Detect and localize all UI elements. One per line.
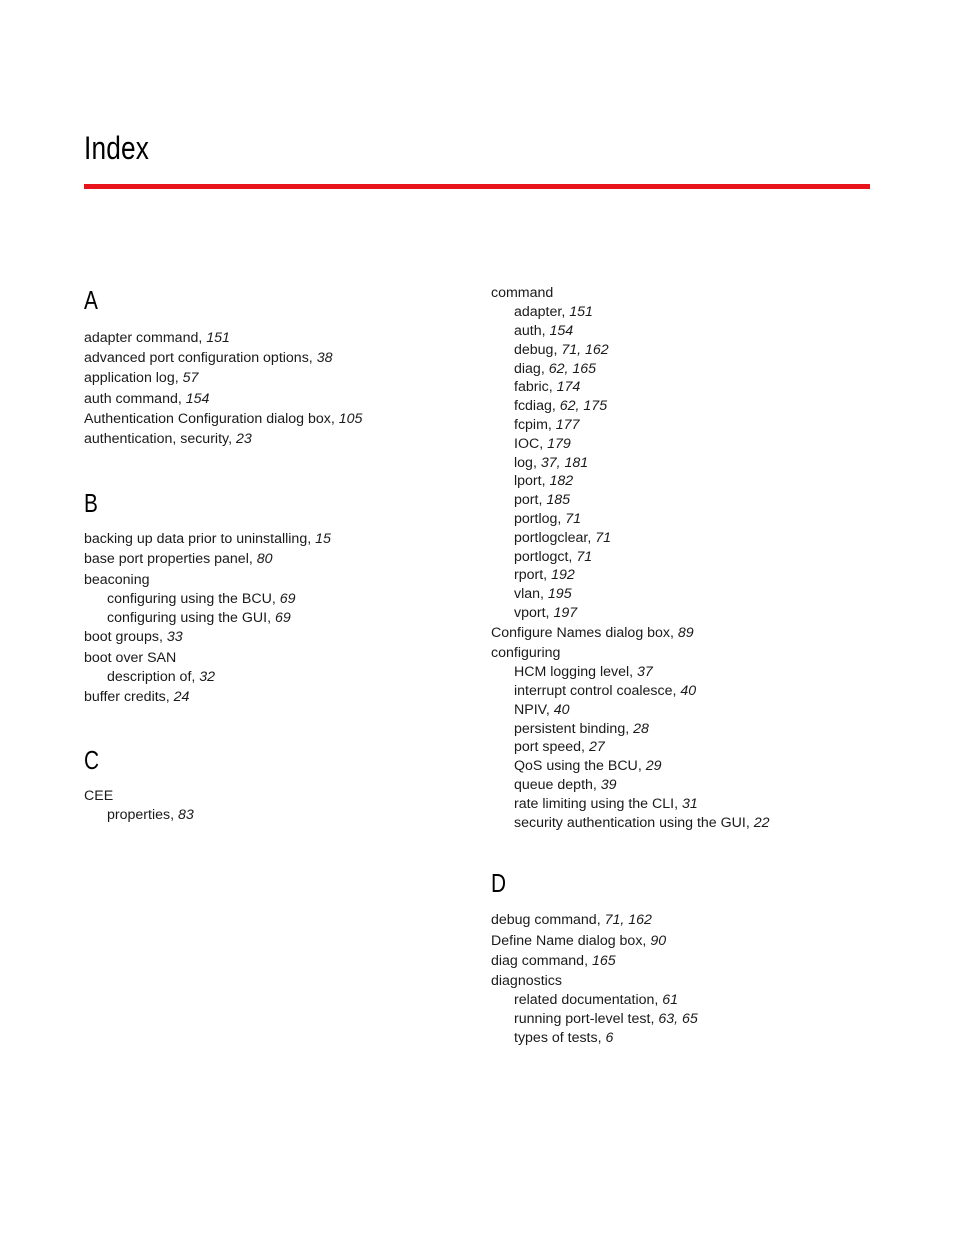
index-subentry: related documentation, 61 bbox=[514, 992, 679, 1009]
page-ref[interactable]: 185 bbox=[546, 492, 571, 509]
index-subentry: vlan, 195 bbox=[514, 586, 572, 603]
index-term: command bbox=[491, 285, 554, 301]
page-ref[interactable]: 22 bbox=[753, 814, 770, 831]
page-ref[interactable]: 32 bbox=[199, 668, 216, 685]
index-term: persistent binding bbox=[514, 720, 626, 737]
index-entry: authentication, security, 23 bbox=[84, 431, 252, 448]
index-subentry: running port-level test, 63, 65 bbox=[514, 1010, 698, 1027]
index-subentry: port, 185 bbox=[514, 492, 571, 509]
index-entry: application log, 57 bbox=[84, 370, 199, 387]
index-term: backing up data prior to uninstalling bbox=[84, 531, 308, 548]
index-subentry: properties, 83 bbox=[107, 807, 194, 824]
index-term: portlogclear bbox=[514, 529, 588, 546]
index-subentry: fcdiag, 62, 175 bbox=[514, 398, 608, 415]
index-entry: Configure Names dialog box, 89 bbox=[491, 624, 694, 641]
index-term: port speed bbox=[514, 739, 582, 756]
page-ref[interactable]: 39 bbox=[600, 776, 617, 793]
index-entry bbox=[84, 786, 484, 806]
index-subentry: QoS using the BCU, 29 bbox=[514, 758, 662, 775]
index-subentry: IOC, 179 bbox=[514, 435, 571, 452]
index-term: rport bbox=[514, 567, 544, 584]
index-entry bbox=[491, 643, 891, 663]
index-subentry: rport, 192 bbox=[514, 567, 575, 584]
page-ref[interactable]: 33 bbox=[166, 629, 183, 646]
index-term: related documentation bbox=[514, 992, 655, 1009]
page-ref[interactable]: 57 bbox=[182, 370, 199, 387]
index-term: base port properties panel bbox=[84, 551, 249, 568]
page-ref[interactable]: 154 bbox=[549, 323, 574, 339]
page-ref[interactable]: 165 bbox=[591, 952, 616, 969]
page-ref[interactable]: 15 bbox=[315, 531, 331, 548]
index-term: boot over SAN bbox=[84, 649, 177, 666]
page-ref[interactable]: 71 bbox=[576, 548, 593, 565]
index-entry: Define Name dialog box, 90 bbox=[491, 932, 667, 949]
index-term: advanced port configuration options bbox=[84, 350, 309, 367]
index-subentry: port speed, 27 bbox=[514, 739, 605, 756]
index-term: security authentication using the GUI bbox=[514, 814, 746, 831]
index-term: HCM logging level bbox=[514, 664, 630, 681]
index-term: debug command bbox=[491, 912, 597, 929]
index-entry: advanced port configuration options, 38 bbox=[84, 350, 333, 367]
page-ref[interactable]: 197 bbox=[553, 604, 578, 621]
index-term: adapter command bbox=[84, 330, 199, 346]
index-subentry: vport, 197 bbox=[514, 604, 578, 621]
page-ref[interactable]: 182 bbox=[549, 473, 574, 490]
index-term: auth command bbox=[84, 390, 178, 407]
index-entry: auth command, 154 bbox=[84, 390, 210, 407]
index-term: vport bbox=[514, 604, 546, 621]
index-subentry: HCM logging level, 37 bbox=[514, 664, 653, 681]
page-ref[interactable]: 80 bbox=[256, 551, 273, 568]
page-ref[interactable]: 29 bbox=[645, 758, 662, 775]
index-subentry: persistent binding, 28 bbox=[514, 720, 649, 737]
index-entry bbox=[491, 283, 891, 303]
index-term: adapter bbox=[514, 304, 562, 321]
page-ref[interactable]: 38 bbox=[316, 350, 333, 367]
index-subentry: portlogclear, 71 bbox=[514, 529, 612, 546]
page-ref[interactable]: 179 bbox=[547, 435, 571, 452]
index-subentry: queue depth, 39 bbox=[514, 776, 617, 793]
index-entry: Authentication Configuration dialog box, 105 bbox=[84, 410, 363, 427]
page-ref[interactable]: 71, 162 bbox=[561, 341, 609, 358]
index-term: queue depth bbox=[514, 776, 593, 793]
index-term: portlogct bbox=[514, 548, 569, 565]
index-term: Authentication Configuration dialog box bbox=[84, 410, 331, 427]
page-ref[interactable]: 27 bbox=[588, 739, 605, 756]
index-subentry: rate limiting using the CLI, 31 bbox=[514, 795, 698, 812]
page-ref[interactable]: 71 bbox=[565, 510, 582, 527]
page-ref[interactable]: 28 bbox=[633, 720, 649, 737]
index-entry: debug command, 71, 162 bbox=[491, 912, 652, 929]
index-subentry: NPIV, 40 bbox=[514, 701, 570, 718]
index-term: NPIV bbox=[514, 701, 546, 718]
index-subentry: lport, 182 bbox=[514, 473, 574, 490]
index-subentry: security authentication using the GUI, 22 bbox=[514, 814, 770, 831]
index-term: rate limiting using the CLI bbox=[514, 795, 675, 812]
page-ref[interactable]: 89 bbox=[677, 624, 694, 641]
index-entry: buffer credits, 24 bbox=[84, 688, 190, 705]
index-subentry: types of tests, 6 bbox=[514, 1029, 614, 1046]
index-subentry: portlogct, 71 bbox=[514, 548, 593, 565]
page-ref[interactable]: 69 bbox=[279, 590, 296, 607]
index-term: vlan bbox=[514, 586, 541, 603]
page-ref[interactable]: 61 bbox=[662, 992, 679, 1009]
page-ref[interactable]: 62, 165 bbox=[548, 360, 597, 377]
page-ref[interactable]: 177 bbox=[555, 416, 580, 433]
index-term: fabric bbox=[514, 379, 549, 396]
page-ref[interactable]: 69 bbox=[275, 609, 291, 626]
page-ref[interactable]: 40 bbox=[680, 682, 697, 699]
section-letter-d: D bbox=[491, 868, 507, 899]
section-letter-c: C bbox=[84, 744, 100, 775]
index-subentry: debug, 71, 162 bbox=[514, 341, 609, 358]
index-entry bbox=[84, 648, 484, 668]
index-term: lport bbox=[514, 473, 542, 490]
section-letter-a: A bbox=[84, 285, 98, 315]
index-term: IOC bbox=[514, 435, 540, 452]
index-term: description of bbox=[107, 668, 192, 685]
index-subentry: adapter, 151 bbox=[514, 304, 593, 321]
page-ref[interactable]: 174 bbox=[556, 379, 581, 396]
index-entry: boot groups, 33 bbox=[84, 629, 183, 646]
index-term: diagnostics bbox=[491, 972, 562, 989]
index-term: auth bbox=[514, 323, 542, 339]
index-entry: diag command, 165 bbox=[491, 952, 616, 969]
index-term: QoS using the BCU bbox=[514, 758, 638, 775]
index-term: log bbox=[514, 454, 533, 471]
page-ref[interactable]: 63, 65 bbox=[658, 1010, 698, 1027]
index-term: diag bbox=[514, 360, 541, 377]
index-subentry: description of, 32 bbox=[107, 668, 216, 685]
index-term: authentication, security bbox=[84, 431, 229, 448]
page-ref[interactable]: 71 bbox=[595, 529, 612, 546]
section-letter-b: B bbox=[84, 488, 98, 519]
index-term: Define Name dialog box bbox=[491, 932, 643, 949]
index-term: fcdiag bbox=[514, 398, 552, 415]
page-ref[interactable]: 24 bbox=[173, 688, 190, 705]
index-term: configuring using the GUI bbox=[107, 609, 268, 626]
page-ref[interactable]: 151 bbox=[569, 304, 593, 321]
page-ref[interactable]: 37 bbox=[637, 664, 653, 681]
index-term: types of tests bbox=[514, 1029, 598, 1046]
index-subentry: log, 37, 181 bbox=[514, 454, 589, 471]
index-subentry: fcpim, 177 bbox=[514, 416, 580, 433]
index-term: running port-level test bbox=[514, 1010, 651, 1027]
index-term: properties bbox=[107, 807, 171, 824]
index-term: application log bbox=[84, 370, 175, 387]
index-column-left bbox=[84, 283, 484, 825]
page-ref[interactable]: 40 bbox=[553, 701, 570, 718]
index-term: port bbox=[514, 492, 539, 509]
page-ref[interactable]: 6 bbox=[605, 1029, 614, 1046]
index-entry: backing up data prior to uninstalling, 15 bbox=[84, 531, 331, 548]
index-entry bbox=[491, 971, 891, 991]
index-subentry: interrupt control coalesce, 40 bbox=[514, 682, 697, 699]
page-ref[interactable]: 90 bbox=[650, 932, 667, 949]
index-term: configuring bbox=[491, 644, 561, 661]
index-subentry: configuring using the GUI, 69 bbox=[107, 609, 291, 626]
page-ref[interactable]: 71, 162 bbox=[604, 912, 652, 929]
index-subentry: fabric, 174 bbox=[514, 379, 581, 396]
page-ref[interactable]: 154 bbox=[185, 390, 210, 407]
index-term: buffer credits bbox=[84, 688, 166, 705]
page-title: Index bbox=[84, 130, 150, 166]
index-entry: base port properties panel, 80 bbox=[84, 551, 273, 568]
index-term: fcpim bbox=[514, 416, 548, 433]
page-ref[interactable]: 105 bbox=[338, 410, 363, 427]
page-ref[interactable]: 83 bbox=[177, 807, 194, 824]
page-ref[interactable]: 37, 181 bbox=[540, 454, 589, 471]
page-ref[interactable]: 62, 175 bbox=[559, 398, 608, 415]
index-column-right bbox=[491, 283, 891, 1048]
index-term: debug bbox=[514, 341, 554, 358]
index-term: portlog bbox=[514, 510, 558, 527]
index-subentry: portlog, 71 bbox=[514, 510, 582, 527]
index-subentry: auth, 154 bbox=[514, 323, 574, 339]
index-subentry: configuring using the BCU, 69 bbox=[107, 590, 296, 607]
index-term: CEE bbox=[84, 787, 114, 804]
title-rule bbox=[84, 184, 870, 189]
index-entry bbox=[84, 570, 484, 590]
page-ref[interactable]: 195 bbox=[547, 586, 572, 603]
index-term: Configure Names dialog box bbox=[491, 624, 671, 641]
page-ref[interactable]: 151 bbox=[206, 330, 230, 346]
index-term: beaconing bbox=[84, 571, 150, 588]
index-term: interrupt control coalesce bbox=[514, 682, 673, 699]
page-ref[interactable]: 23 bbox=[235, 431, 252, 448]
index-term: configuring using the BCU bbox=[107, 590, 272, 607]
page-ref[interactable]: 31 bbox=[681, 795, 698, 812]
page-ref[interactable]: 192 bbox=[551, 567, 575, 584]
index-term: diag command bbox=[491, 952, 585, 969]
index-entry: adapter command, 151 bbox=[84, 330, 230, 346]
index-subentry: diag, 62, 165 bbox=[514, 360, 597, 377]
index-term: boot groups bbox=[84, 629, 159, 646]
